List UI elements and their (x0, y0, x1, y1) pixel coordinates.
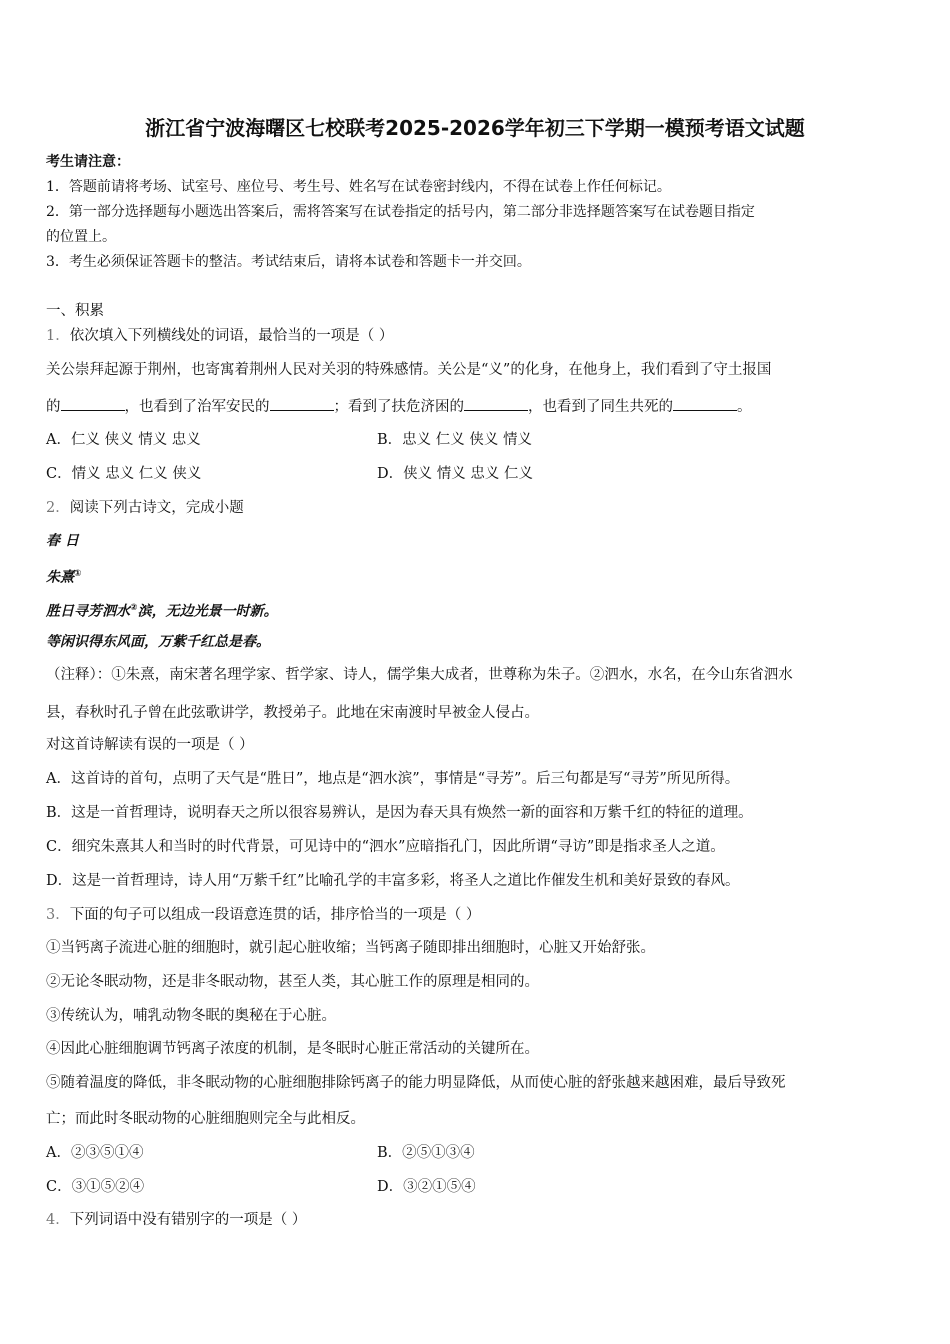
passage-text: 的 (46, 399, 61, 415)
q2-option-b: B．这是一首哲理诗，说明春天之所以很容易辨认，是因为春天具有焕然一新的面容和万紫千红的特征的道理。 (46, 805, 753, 821)
q3-sentence-2: ②无论冬眠动物，还是非冬眠动物，甚至人类，其心脏工作的原理是相同的。 (46, 974, 539, 990)
question-3-stem (46, 905, 480, 925)
question-number: 1． (46, 328, 70, 344)
poem-text: 滨，无边光景一时新。 (137, 603, 278, 620)
question-text: 下面的句子可以组成一段语意连贯的话，排序恰当的一项是（ ） (69, 907, 481, 923)
poem-text: 胜日寻芳泗水 (46, 603, 130, 620)
question-2-stem (46, 498, 244, 518)
question-1-passage-line-1: 关公崇拜起源于荆州，也寄寓着荆州人民对关羽的特殊感情。关公是“义”的化身，在他身上，我们看到了守土报国 (46, 362, 772, 378)
passage-text: 。 (737, 399, 752, 415)
passage-text: ；看到了扶危济困的 (333, 399, 464, 415)
fill-blank-4 (673, 396, 737, 411)
footnote-marker: ① (74, 569, 82, 579)
notice-item-2a: 2．第一部分选择题每小题选出答案后，需将答案写在试卷指定的括号内，第二部分非选择题答案写在试卷题目指定 (46, 204, 755, 220)
q3-sentence-3: ③传统认为，哺乳动物冬眠的奥秘在于心脏。 (46, 1008, 336, 1024)
author-name: 朱熹 (46, 569, 74, 586)
q3-option-d: D．③②①⑤④ (377, 1179, 476, 1195)
poem-line-2: 等闲识得东风面，万紫千红总是春。 (46, 634, 270, 650)
question-text: 阅读下列古诗文，完成小题 (69, 500, 244, 516)
question-text: 下列词语中没有错别字的一项是（ ） (69, 1212, 307, 1228)
footnote-marker: ② (130, 603, 138, 613)
q3-option-a: A．②③⑤①④ (46, 1145, 144, 1161)
poem-line-1 (46, 598, 278, 622)
q3-sentence-4: ④因此心脏细胞调节钙离子浓度的机制，是冬眠时心脏正常活动的关键所在。 (46, 1041, 539, 1057)
question-text: 依次填入下列横线处的词语，最恰当的一项是（ ） (69, 328, 394, 344)
q1-option-b: B．忠义 仁义 侠义 情义 (377, 432, 532, 448)
notice-heading: 考生请注意： (46, 154, 130, 170)
passage-text: ，也看到了治军安民的 (124, 399, 270, 415)
question-number: 3． (46, 907, 70, 923)
q2-option-c: C．细究朱熹其人和当时的时代背景，可见诗中的“泗水”应暗指孔门，因此所谓“寻访”即是指求圣人之道。 (46, 839, 725, 855)
question-2-sub-stem: 对这首诗解读有误的一项是（ ） (46, 737, 254, 753)
q1-option-c: C．情义 忠义 仁义 侠义 (46, 466, 202, 482)
q1-option-a: A．仁义 侠义 情义 忠义 (46, 432, 201, 448)
poem-note-line-2: 县，春秋时孔子曾在此弦歌讲学，教授弟子。此地在宋南渡时早被金人侵占。 (46, 705, 539, 721)
q3-sentence-5b: 亡；而此时冬眠动物的心脏细胞则完全与此相反。 (46, 1111, 365, 1127)
section-heading: 一、积累 (46, 303, 104, 319)
page-title: 浙江省宁波海曙区七校联考2025-2026学年初三下学期一模预考语文试题 (145, 116, 805, 140)
question-1-passage-line-2 (46, 396, 752, 417)
q3-option-c: C．③①⑤②④ (46, 1179, 145, 1195)
q2-option-a: A．这首诗的首句，点明了天气是“胜日”，地点是“泗水滨”，事情是“寻芳”。后三句都是写“寻芳”所见所得。 (46, 771, 740, 787)
q1-option-d: D．侠义 情义 忠义 仁义 (377, 466, 533, 482)
fill-blank-1 (61, 396, 125, 411)
question-number: 4． (46, 1212, 70, 1228)
fill-blank-3 (464, 396, 528, 411)
notice-item-1: 1．答题前请将考场、试室号、座位号、考生号、姓名写在试卷密封线内，不得在试卷上作任何标记。 (46, 179, 671, 195)
poem-title: 春 日 (46, 533, 79, 549)
q3-option-b: B．②⑤①③④ (377, 1145, 475, 1161)
fill-blank-2 (270, 396, 334, 411)
question-1-stem (46, 326, 393, 346)
notice-item-2b: 的位置上。 (46, 229, 116, 245)
question-4-stem (46, 1210, 306, 1230)
q3-sentence-5a: ⑤随着温度的降低，非冬眠动物的心脏细胞排除钙离子的能力明显降低，从而使心脏的舒张越来越困难，最后导致死 (46, 1075, 786, 1091)
notice-item-3: 3．考生必须保证答题卡的整洁。考试结束后，请将本试卷和答题卡一并交回。 (46, 254, 531, 270)
q2-option-d: D．这是一首哲理诗，诗人用“万紫千红”比喻孔学的丰富多彩，将圣人之道比作催发生机和美好景致的春风。 (46, 873, 740, 889)
q3-sentence-1: ①当钙离子流进心脏的细胞时，就引起心脏收缩；当钙离子随即排出细胞时，心脏又开始舒张。 (46, 940, 655, 956)
poem-author (46, 564, 82, 588)
passage-text: ，也看到了同生共死的 (528, 399, 673, 415)
question-number: 2． (46, 500, 70, 516)
poem-note-line-1: （注释）：①朱熹，南宋著名理学家、哲学家、诗人，儒学集大成者，世尊称为朱子。②泗水，水名，在今山东省泗水 (46, 667, 793, 683)
